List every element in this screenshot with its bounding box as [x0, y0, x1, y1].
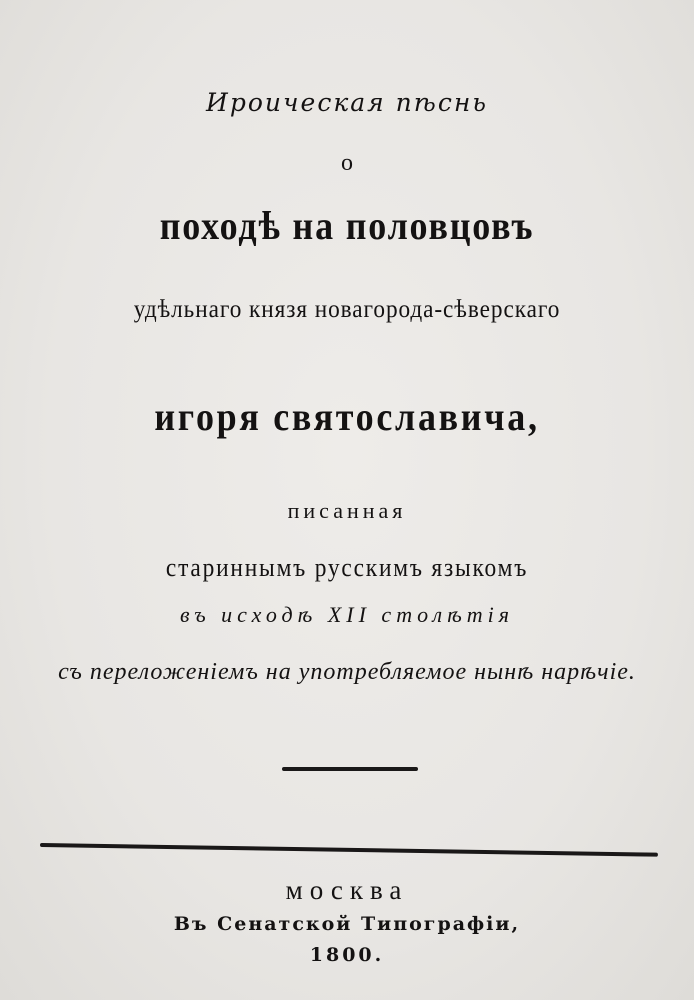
subheading-written: писанная: [287, 498, 407, 523]
imprint-year: 1800.: [309, 944, 385, 966]
heading-about: о: [341, 150, 353, 176]
imprint-city: москва: [285, 875, 409, 905]
heading-campaign: походѣ на половцовъ: [159, 203, 535, 248]
heading-igor: игоря святославича,: [154, 394, 540, 439]
subheading-century: въ исходѣ XII столѣтія: [179, 602, 515, 627]
imprint-press: Въ Сенатской Типографіи,: [173, 913, 521, 935]
heading-heroic-song: Ироическая пѣснь: [206, 88, 488, 117]
subheading-language: стариннымъ русскимъ языкомъ: [165, 553, 529, 582]
short-divider: [282, 767, 418, 771]
subheading-translation: съ переложеніемъ на употребляемое нынѣ нарѣчіе.: [58, 659, 636, 685]
long-divider: [40, 843, 658, 857]
heading-prince: удѣльнаго князя новагорода-сѣверскаго: [133, 296, 561, 323]
